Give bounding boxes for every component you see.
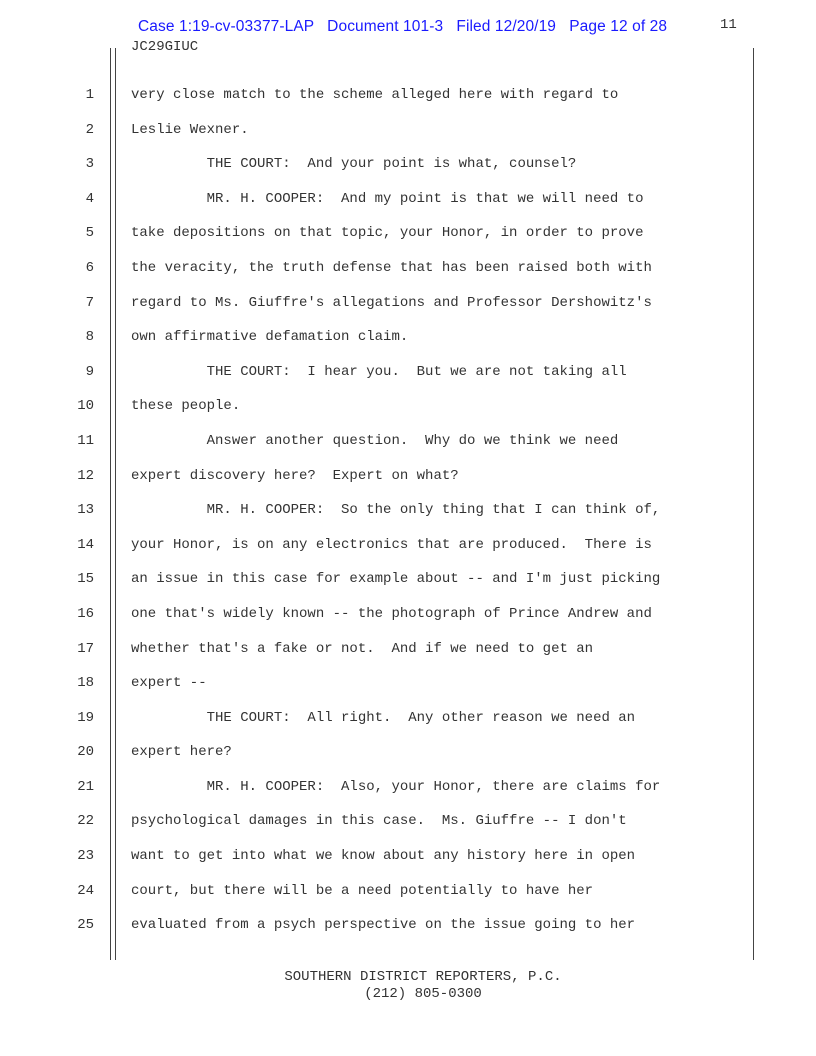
transcript-line: whether that's a fake or not. And if we need to get an — [131, 640, 594, 657]
line-number: 1 — [85, 87, 94, 103]
transcript-line: regard to Ms. Giuffre's allegations and Professor Dershowitz's — [131, 294, 652, 311]
transcript-line: THE COURT: All right. Any other reason we need an — [131, 709, 636, 726]
right-margin-rule — [753, 48, 754, 960]
page-footer — [0, 969, 816, 1003]
line-number: 13 — [77, 502, 94, 519]
line-number: 18 — [77, 675, 94, 692]
line-number: 4 — [85, 190, 94, 207]
line-number: 2 — [85, 121, 94, 138]
transcript-line: MR. H. COOPER: So the only thing that I can think of, — [131, 502, 661, 519]
line-number: 11 — [77, 432, 94, 449]
left-margin-rule-outer — [110, 48, 111, 960]
line-number: 22 — [77, 813, 94, 830]
transcript-line: Leslie Wexner. — [131, 121, 249, 138]
footer-reporter-name: SOUTHERN DISTRICT REPORTERS, P.C. — [284, 969, 562, 985]
line-number: 3 — [85, 156, 94, 173]
transcript-line: your Honor, is on any electronics that are produced. There is — [131, 536, 652, 553]
line-number: 16 — [77, 605, 94, 622]
transcript-line: THE COURT: I hear you. But we are not taking all — [131, 363, 627, 380]
transcript-line: Answer another question. Why do we think we need — [131, 432, 619, 449]
line-number: 10 — [77, 398, 94, 415]
transcript-line: MR. H. COOPER: Also, your Honor, there are claims for — [131, 778, 661, 795]
transcript-line: THE COURT: And your point is what, counsel? — [131, 156, 577, 173]
line-number: 15 — [77, 571, 94, 588]
transcript-line: own affirmative defamation claim. — [131, 329, 409, 346]
page-number: 11 — [720, 17, 737, 33]
line-number: 12 — [77, 467, 94, 484]
transcript-line: take depositions on that topic, your Honor, in order to prove — [131, 225, 644, 242]
line-number: 8 — [85, 329, 94, 346]
transcript-line: very close match to the scheme alleged here with regard to — [131, 87, 619, 103]
line-number: 14 — [77, 536, 94, 553]
line-number: 6 — [85, 259, 94, 276]
transcript-line: expert discovery here? Expert on what? — [131, 467, 459, 484]
line-number: 25 — [77, 917, 94, 934]
transcript-line: one that's widely known -- the photograph of Prince Andrew and — [131, 605, 652, 622]
line-number: 24 — [77, 882, 94, 899]
transcript-line: expert here? — [131, 744, 232, 761]
footer-phone: (212) 805-0300 — [364, 986, 482, 1002]
line-number: 7 — [85, 294, 94, 311]
transcript-line: psychological damages in this case. Ms. Giuffre -- I don't — [131, 813, 627, 830]
line-number: 23 — [77, 848, 94, 865]
transcript-line: court, but there will be a need potentially to have her — [131, 882, 594, 899]
line-number: 17 — [77, 640, 94, 657]
line-number: 5 — [85, 225, 94, 242]
line-number: 20 — [77, 744, 94, 761]
line-number-column — [60, 78, 94, 943]
line-number: 9 — [85, 363, 94, 380]
transcript-line: want to get into what we know about any history here in open — [131, 848, 636, 865]
line-number: 21 — [77, 778, 94, 795]
transcript-line: these people. — [131, 398, 241, 415]
transcript-line: the veracity, the truth defense that has been raised both with — [131, 259, 652, 276]
transcript-line: MR. H. COOPER: And my point is that we will need to — [131, 190, 644, 207]
left-margin-rule-inner — [115, 48, 116, 960]
case-code: JC29GIUC — [131, 39, 199, 55]
transcript-line: expert -- — [131, 675, 207, 692]
transcript-line: evaluated from a psych perspective on the issue going to her — [131, 917, 636, 934]
line-number: 19 — [77, 709, 94, 726]
transcript-body — [131, 78, 751, 943]
transcript-line: an issue in this case for example about -- and I'm just picking — [131, 571, 661, 588]
ecf-filing-header: Case 1:19-cv-03377-LAP Document 101-3 Filed 12/20/19 Page 12 of 28 — [138, 18, 668, 35]
